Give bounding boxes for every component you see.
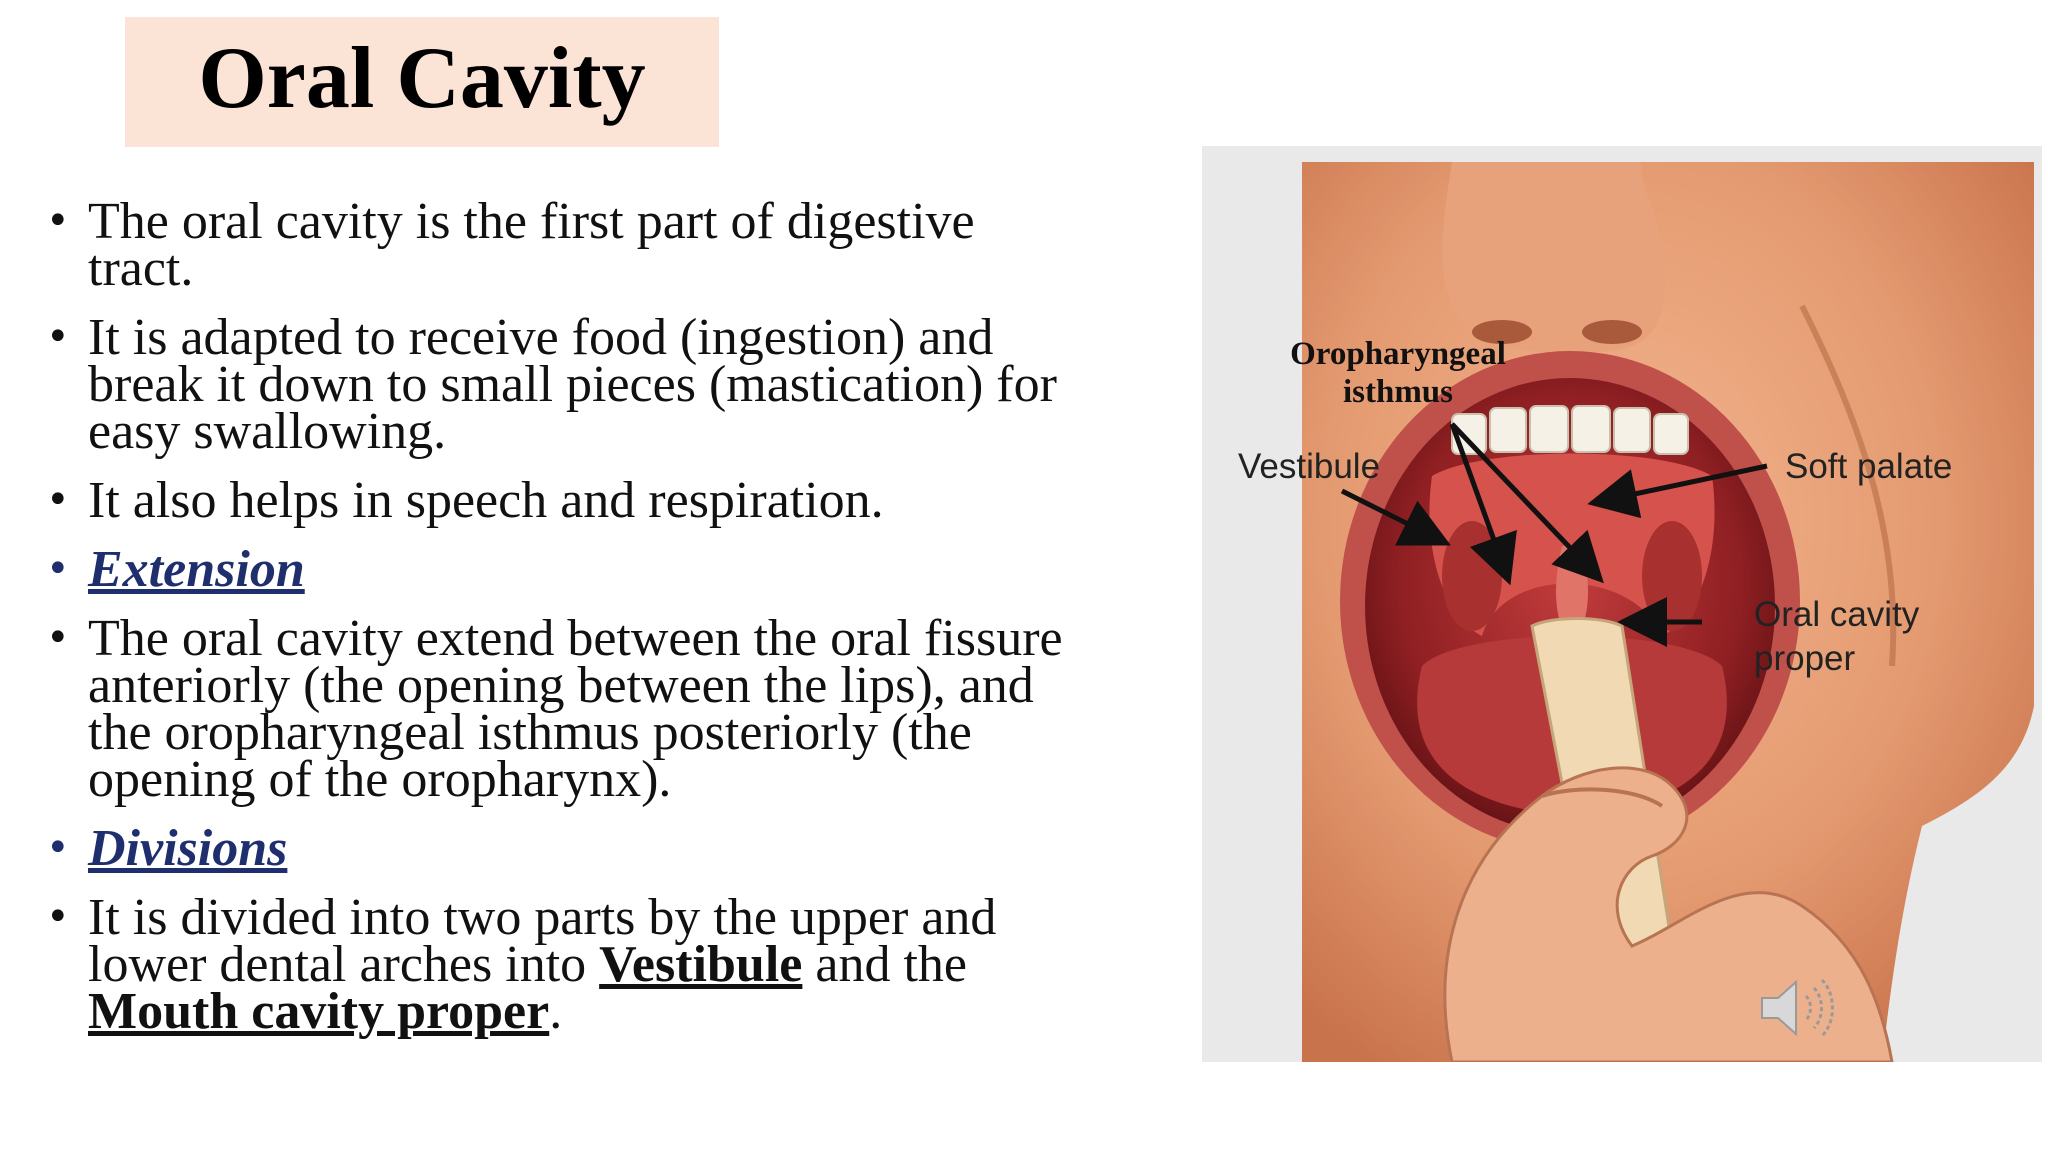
bullet-item: [46, 610, 1086, 808]
bullet-list: [46, 193, 1086, 1057]
heading-text: Divisions: [88, 820, 288, 877]
title-box: [125, 17, 719, 147]
oral-cavity-figure: [1202, 146, 2042, 1062]
bullet-dot: •: [46, 314, 70, 360]
bullet-text: The oral cavity is the first part of digestive tract.: [88, 193, 975, 297]
bullet-text-part: It is divided into two parts by the upper and lower dental arches into: [88, 889, 997, 993]
bullet-dot: •: [46, 615, 70, 661]
bullet-dot: •: [46, 198, 70, 244]
term-mouth-cavity-proper: Mouth cavity proper: [88, 983, 550, 1040]
bullet-item: [46, 309, 1086, 460]
label-oropharyngeal-line1: Oropharyngeal: [1290, 336, 1506, 372]
section-heading-divisions: [46, 820, 1086, 877]
nostril-right: [1582, 320, 1642, 344]
slide-title: Oral Cavity: [198, 30, 646, 127]
heading-text: Extension: [88, 541, 305, 598]
label-vestibule: Vestibule: [1238, 447, 1381, 486]
label-oropharyngeal-line2: isthmus: [1342, 374, 1454, 410]
label-soft-palate: Soft palate: [1785, 447, 1953, 486]
bullet-dot: •: [46, 477, 70, 523]
label-oral-cavity-line2: proper: [1754, 639, 1856, 678]
term-vestibule: Vestibule: [599, 936, 803, 993]
bullet-dot: •: [46, 894, 70, 940]
label-oral-cavity-line1: Oral cavity: [1754, 595, 1920, 634]
speaker-icon[interactable]: [1756, 972, 1836, 1044]
bullet-item-divisions: [46, 889, 1086, 1040]
bullet-text: The oral cavity extend between the oral fissure anteriorly (the opening between the lips), and the oropharyngeal isthmus posteriorly (the opening of the oropharynx).: [88, 610, 1063, 808]
bullet-dot: •: [46, 825, 70, 871]
bullet-text-part: .: [549, 983, 563, 1040]
bullet-dot: •: [46, 546, 70, 592]
bullet-text-part: and the: [802, 936, 967, 993]
bullet-item: [46, 472, 1086, 529]
figure-illustration: [1202, 146, 2042, 1062]
bullet-text: It also helps in speech and respiration.: [88, 472, 884, 529]
bullet-item: [46, 193, 1086, 297]
section-heading-extension: [46, 541, 1086, 598]
bullet-text: It is adapted to receive food (ingestion) and break it down to small pieces (mastication) for easy swallowing.: [88, 309, 1057, 460]
